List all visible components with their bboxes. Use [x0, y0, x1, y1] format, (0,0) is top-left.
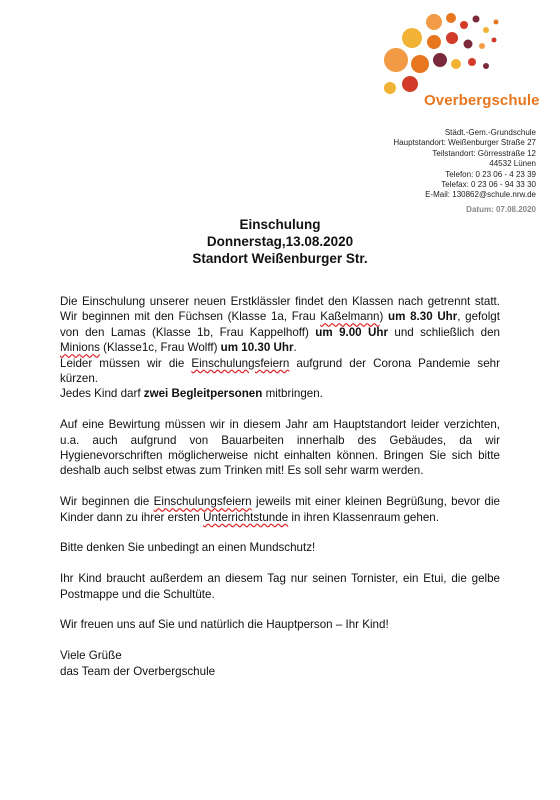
text: aufgrund der Corona Pandemie sehr kürzen.: [60, 356, 500, 386]
contact-line: E-Mail: 130862@schule.nrw.de: [425, 190, 536, 200]
text: Wir beginnen die: [60, 495, 154, 509]
contact-line: Hauptstandort: Weißenburger Straße 27: [393, 138, 536, 148]
letter-body: [60, 294, 500, 679]
closing: [60, 648, 500, 679]
school-logo: [376, 8, 548, 118]
text: Einschulungsfeiern: [191, 356, 290, 370]
contact-line: Teilstandort: Görresstraße 12: [432, 148, 536, 158]
text: jeweils mit einer kleinen Begrüßung, bevor die Kinder dann zu ihrer ersten: [60, 495, 500, 524]
contact-line: Städt.-Gem.-Grundschule: [444, 128, 536, 137]
text: Jedes Kind darf: [60, 387, 144, 401]
title-line: Standort Weißenburger Str.: [192, 251, 368, 266]
paragraph-looking-forward: Wir freuen uns auf Sie und natürlich die Hauptperson – Ihr Kind!: [60, 618, 389, 632]
title-line: Einschulung: [239, 217, 321, 232]
text: (Klasse1c, Frau Wolff): [99, 341, 221, 355]
contact-line: 44532 Lünen: [489, 159, 536, 169]
time-highlight: um 9.00 Uhr: [315, 325, 388, 339]
contact-line: Telefon: 0 23 06 - 4 23 39: [445, 169, 536, 179]
text: ): [379, 310, 389, 324]
text: Unterrichtstunde: [203, 510, 289, 524]
logo-text: Overbergschule: [424, 92, 540, 109]
letter-date: Datum: 07.08.2020: [466, 205, 536, 214]
time-highlight: um 10.30 Uhr: [220, 341, 294, 355]
text: .: [293, 341, 297, 355]
paragraph-mask: Bitte denken Sie unbedingt an einen Mundschutz!: [60, 541, 316, 555]
text: , gefolgt von den Lamas (Klasse 1b, Frau Kappelhoff): [60, 310, 500, 339]
closing-line: Viele Grüße: [60, 649, 122, 663]
paragraph-items: Ihr Kind braucht außerdem an diesem Tag nur seinen Tornister, ein Etui, die gelbe Postmappe und die Schultüte.: [60, 572, 500, 601]
paragraph-catering: Auf eine Bewirtung müssen wir in diesem Jahr am Hauptstandort leider verzichten, u.a. auch aufgrund von Bauarbeiten innerhalb des Gebäudes, da wir Hygienevorschriften möglicherweise nicht einhalten können. Bringen Sie sich bitte deshalb auch selbst etwas zum Trinken mit! Es soll sehr warm werden.: [60, 418, 500, 478]
text: Kaßelmann: [320, 310, 380, 324]
text: und schließlich den: [388, 325, 500, 339]
title-line: Donnerstag,13.08.2020: [206, 234, 354, 249]
contact-line: Telefax: 0 23 06 - 94 33 30: [441, 180, 536, 190]
page-title: [0, 216, 560, 267]
paragraph-welcome: [60, 494, 500, 525]
paragraph-schedule: [60, 294, 500, 402]
text: Leider müssen wir die: [60, 356, 192, 370]
time-highlight: um 8.30 Uhr: [388, 310, 458, 324]
text: in ihren Klassenraum gehen.: [288, 510, 439, 524]
text: Minions: [60, 341, 100, 355]
text: Einschulungsfeiern: [153, 495, 252, 509]
contact-block: [393, 128, 536, 201]
closing-line: das Team der Overbergschule: [60, 664, 216, 678]
text: Die Einschulung unserer neuen Erstklässler findet den Klassen nach getrennt statt. Wir beginnen mit den Füchsen (Klasse 1a, Frau: [60, 295, 500, 324]
companions-highlight: zwei Begleitpersonen: [143, 387, 263, 401]
text: mitbringen.: [262, 387, 323, 401]
